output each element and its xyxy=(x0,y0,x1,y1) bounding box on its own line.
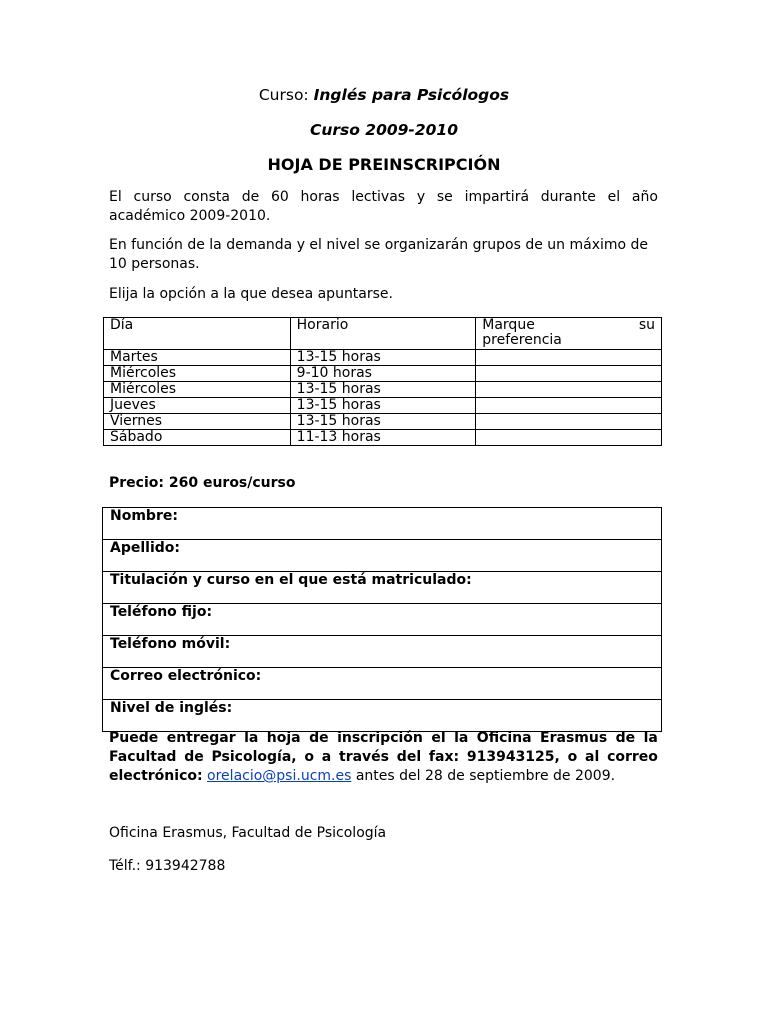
submission-word: de xyxy=(184,749,204,765)
header-day: Día xyxy=(104,318,291,350)
intro-paragraph-1 xyxy=(109,188,658,226)
schedule-time: 9-10 horas xyxy=(290,366,476,382)
schedule-preference-cell[interactable] xyxy=(476,382,662,398)
price-line: Precio: 260 euros/curso xyxy=(109,475,296,491)
office-phone: Télf.: 913942788 xyxy=(109,858,226,874)
form-row xyxy=(103,636,662,668)
form-field-landline[interactable]: Teléfono fijo: xyxy=(103,604,662,636)
submission-word: Psicología, xyxy=(211,749,297,765)
schedule-preference-cell[interactable] xyxy=(476,366,662,382)
course-year: Curso 2009-2010 xyxy=(309,121,459,139)
intro-paragraph-1-line-1 xyxy=(109,188,658,207)
course-name: Inglés para Psicólogos xyxy=(313,86,510,104)
header-preference-word-2: su xyxy=(638,317,655,333)
submission-word: la xyxy=(643,730,658,746)
schedule-day: Miércoles xyxy=(104,382,291,398)
submission-line-2 xyxy=(109,748,658,767)
submission-word: Erasmus xyxy=(540,730,608,746)
form-field-email[interactable]: Correo electrónico: xyxy=(103,668,662,700)
form-row xyxy=(103,572,662,604)
intro-word: durante xyxy=(540,189,596,205)
form-field-surname[interactable]: Apellido: xyxy=(103,540,662,572)
schedule-preference-cell[interactable] xyxy=(476,398,662,414)
header-preference-word-3: preferencia xyxy=(482,332,562,348)
submission-word: la xyxy=(454,730,469,746)
schedule-day: Martes xyxy=(104,350,291,366)
form-row xyxy=(103,508,662,540)
form-field-degree[interactable]: Titulación y curso en el que está matriculado: xyxy=(103,572,662,604)
submission-word: o xyxy=(567,749,578,765)
schedule-row xyxy=(104,382,662,398)
intro-word: consta xyxy=(183,189,230,205)
form-row xyxy=(103,700,662,732)
submission-line-3 xyxy=(109,767,658,786)
schedule-time: 13-15 horas xyxy=(290,398,476,414)
submission-line-1 xyxy=(109,729,658,748)
submission-word: fax: xyxy=(428,749,460,765)
submission-word: al xyxy=(585,749,600,765)
submission-word: de xyxy=(615,730,636,746)
intro-word: El xyxy=(109,189,122,205)
course-prefix: Curso: xyxy=(258,86,309,104)
intro-paragraph-3: Elija la opción a la que desea apuntarse. xyxy=(109,286,393,302)
schedule-row xyxy=(104,366,662,382)
schedule-time: 13-15 horas xyxy=(290,414,476,430)
intro-paragraph-2-line-1: En función de la demanda y el nivel se organizarán grupos de un máximo de xyxy=(109,237,649,253)
intro-word: curso xyxy=(133,189,172,205)
submission-word: o xyxy=(304,749,314,765)
schedule-row xyxy=(104,430,662,446)
intro-word: horas xyxy=(300,189,340,205)
schedule-day: Jueves xyxy=(104,398,291,414)
intro-word: 60 xyxy=(270,189,289,205)
schedule-row xyxy=(104,414,662,430)
submission-word: la xyxy=(244,730,259,746)
intro-paragraph-1-line-2: académico 2009-2010. xyxy=(109,208,271,224)
office-name: Oficina Erasmus, Facultad de Psicología xyxy=(109,825,387,841)
schedule-preference-cell[interactable] xyxy=(476,430,662,446)
intro-word: año xyxy=(631,189,658,205)
schedule-header-row xyxy=(104,318,662,350)
schedule-day: Viernes xyxy=(104,414,291,430)
form-field-english-level[interactable]: Nivel de inglés: xyxy=(103,700,662,732)
schedule-time: 11-13 horas xyxy=(290,430,476,446)
form-row xyxy=(103,540,662,572)
submission-word: Puede xyxy=(109,730,159,746)
submission-deadline: antes del 28 de septiembre de 2009. xyxy=(351,768,616,784)
form-field-mobile[interactable]: Teléfono móvil: xyxy=(103,636,662,668)
registration-form-table xyxy=(102,507,662,732)
submission-word: entregar xyxy=(166,730,236,746)
intro-paragraph-2-line-2: 10 personas. xyxy=(109,256,200,272)
submission-word: través xyxy=(339,749,390,765)
form-row xyxy=(103,604,662,636)
form-field-name[interactable]: Nombre: xyxy=(103,508,662,540)
submission-instructions xyxy=(109,729,658,786)
intro-word: se xyxy=(436,189,453,205)
email-link[interactable]: orelacio@psi.ucm.es xyxy=(207,768,352,784)
submission-word: 913943125, xyxy=(466,749,560,765)
submission-word: hoja xyxy=(266,730,301,746)
intro-word: el xyxy=(607,189,621,205)
submission-word: correo xyxy=(607,749,658,765)
submission-word: Facultad xyxy=(109,749,177,765)
schedule-row xyxy=(104,398,662,414)
submission-word: inscripción xyxy=(337,730,423,746)
submission-word: del xyxy=(396,749,422,765)
schedule-row xyxy=(104,350,662,366)
submission-word: a xyxy=(321,749,332,765)
intro-word: de xyxy=(241,189,260,205)
form-row xyxy=(103,668,662,700)
submission-email-label: electrónico: xyxy=(109,768,203,784)
schedule-day: Miércoles xyxy=(104,366,291,382)
submission-word: Oficina xyxy=(476,730,532,746)
form-title: HOJA DE PREINSCRIPCIÓN xyxy=(267,155,501,174)
header-time: Horario xyxy=(290,318,476,350)
header-preference xyxy=(476,318,662,350)
schedule-preference-cell[interactable] xyxy=(476,414,662,430)
course-heading xyxy=(0,86,768,104)
schedule-preference-cell[interactable] xyxy=(476,350,662,366)
intro-word: y xyxy=(416,189,426,205)
schedule-time: 13-15 horas xyxy=(290,350,476,366)
intro-word: impartirá xyxy=(464,189,530,205)
header-preference-word-1: Marque xyxy=(482,317,535,333)
schedule-time: 13-15 horas xyxy=(290,382,476,398)
schedule-table xyxy=(103,317,662,446)
intro-word: lectivas xyxy=(351,189,406,205)
schedule-day: Sábado xyxy=(104,430,291,446)
submission-word: el xyxy=(431,730,446,746)
submission-word: de xyxy=(309,730,329,746)
intro-paragraph-2 xyxy=(109,236,658,274)
